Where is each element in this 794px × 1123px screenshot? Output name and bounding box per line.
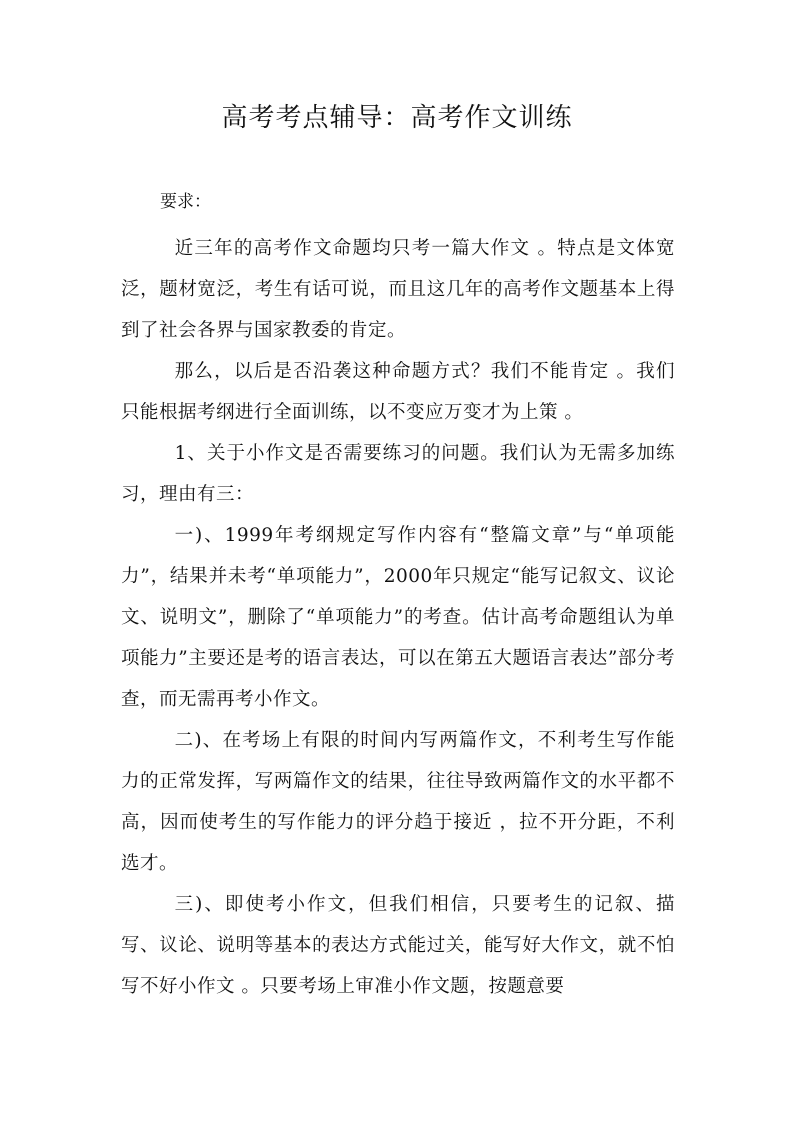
paragraph-point-1: 1、关于小作文是否需要练习的问题。我们认为无需多加练习，理由有三： (121, 443, 675, 505)
document-title: 高考考点辅导：高考作文训练 (221, 103, 573, 133)
paragraph-strategy: 那么，以后是否沿袭这种命题方式？我们不能肯定 。我们只能根据考纲进行全面训练，以不变应万变才为上策 。 (121, 361, 675, 423)
paragraph-reason-1: 一)、1999年考纲规定写作内容有“整篇文章”与“单项能力”，结果并未考“单项能力”，2000年只规定“能写记叙文、议论文、说明文”，删除了“单项能力”的考查。估计高考命题组认为单项能力”主要还是考的语言表达，可以在第五大题语言表达”部分考查，而无需再考小作文。 (121, 525, 675, 710)
document-body (121, 228, 675, 1007)
requirement-label: 要求： (160, 192, 211, 212)
paragraph-intro: 近三年的高考作文命题均只考一篇大作文 。特点是文体宽泛，题材宽泛，考生有话可说，而且这几年的高考作文题基本上得到了社会各界与国家教委的肯定。 (121, 238, 675, 341)
paragraph-reason-3: 三)、即使考小作文，但我们相信，只要考生的记叙、描写、议论、说明等基本的表达方式能过关，能写好大作文，就不怕写不好小作文 。只要考场上审准小作文题，按题意要 (121, 894, 675, 997)
paragraph-reason-2: 二)、在考场上有限的时间内写两篇作文，不利考生写作能力的正常发挥，写两篇作文的结果，往往导致两篇作文的水平都不高，因而使考生的写作能力的评分趋于接近 ，拉不开分距，不利选才。 (121, 730, 675, 874)
